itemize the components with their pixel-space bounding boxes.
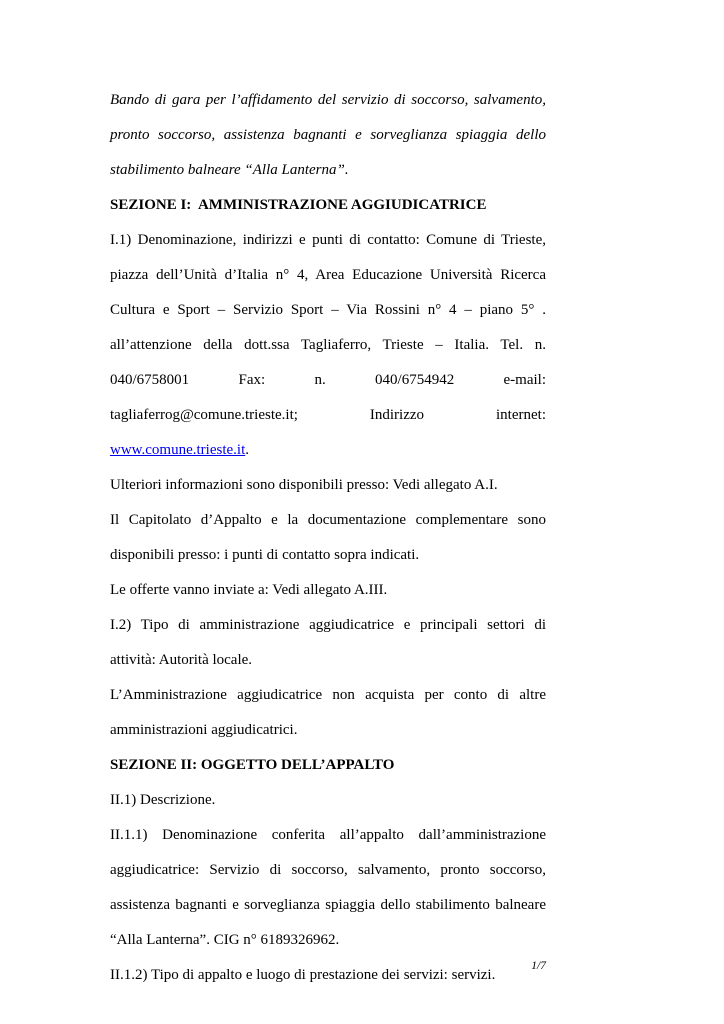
- offers-paragraph: Le offerte vanno inviate a: Vedi allegato A.III.: [110, 582, 388, 598]
- section-1-heading: SEZIONE I: AMMINISTRAZIONE AGGIUDICATRICE: [110, 197, 487, 213]
- further-info-paragraph: Ulteriori informazioni sono disponibili presso: Vedi allegato A.I.: [110, 477, 498, 493]
- document-body: [110, 83, 546, 993]
- section-2-heading: SEZIONE II: OGGETTO DELL’APPALTO: [110, 757, 395, 773]
- denomination-paragraph: II.1.1) Denominazione conferita all’appalto dall’amministrazione aggiudicatrice: Servizio di soccorso, salvamento, pronto soccorso, assistenza bagnanti e sorveglianza spiaggia dello stabilimento balneare “Alla Lanterna”. CIG n° 6189326962.: [110, 827, 546, 948]
- tender-title-paragraph: Bando di gara per l’affidamento del servizio di soccorso, salvamento, pronto soccorso, assistenza bagnanti e sorveglianza spiaggia dello stabilimento balneare “Alla Lanterna”.: [110, 92, 546, 178]
- no-purchase-paragraph: L’Amministrazione aggiudicatrice non acquista per conto di altre amministrazioni aggiudicatrici.: [110, 687, 546, 738]
- contact-text: I.1) Denominazione, indirizzi e punti di contatto: Comune di Trieste, piazza dell’Unità d’Italia n° 4, Area Educazione Università Ricerca Cultura e Sport – Servizio Sport – Via Rossini n° 4 – piano 5° . all’attenzione della dott.ssa Tagliaferro, Trieste – Italia. Tel. n. 040/6758001 Fax: n. 040/6754942 e-mail: tagliaferrog@comune.trieste.it; Indirizzo internet:: [110, 232, 546, 423]
- contact-text-end: .: [245, 442, 249, 458]
- authority-type-paragraph: I.2) Tipo di amministrazione aggiudicatrice e principali settori di attività: Autorità locale.: [110, 617, 546, 668]
- page-number: 1/7: [531, 960, 546, 972]
- contract-type-paragraph: II.1.2) Tipo di appalto e luogo di prestazione dei servizi: servizi.: [110, 967, 496, 983]
- description-paragraph: II.1) Descrizione.: [110, 792, 216, 808]
- contact-paragraph: [110, 223, 546, 468]
- comune-trieste-link[interactable]: www.comune.trieste.it: [110, 442, 246, 458]
- capitolato-paragraph: Il Capitolato d’Appalto e la documentazione complementare sono disponibili presso: i punti di contatto sopra indicati.: [110, 512, 546, 563]
